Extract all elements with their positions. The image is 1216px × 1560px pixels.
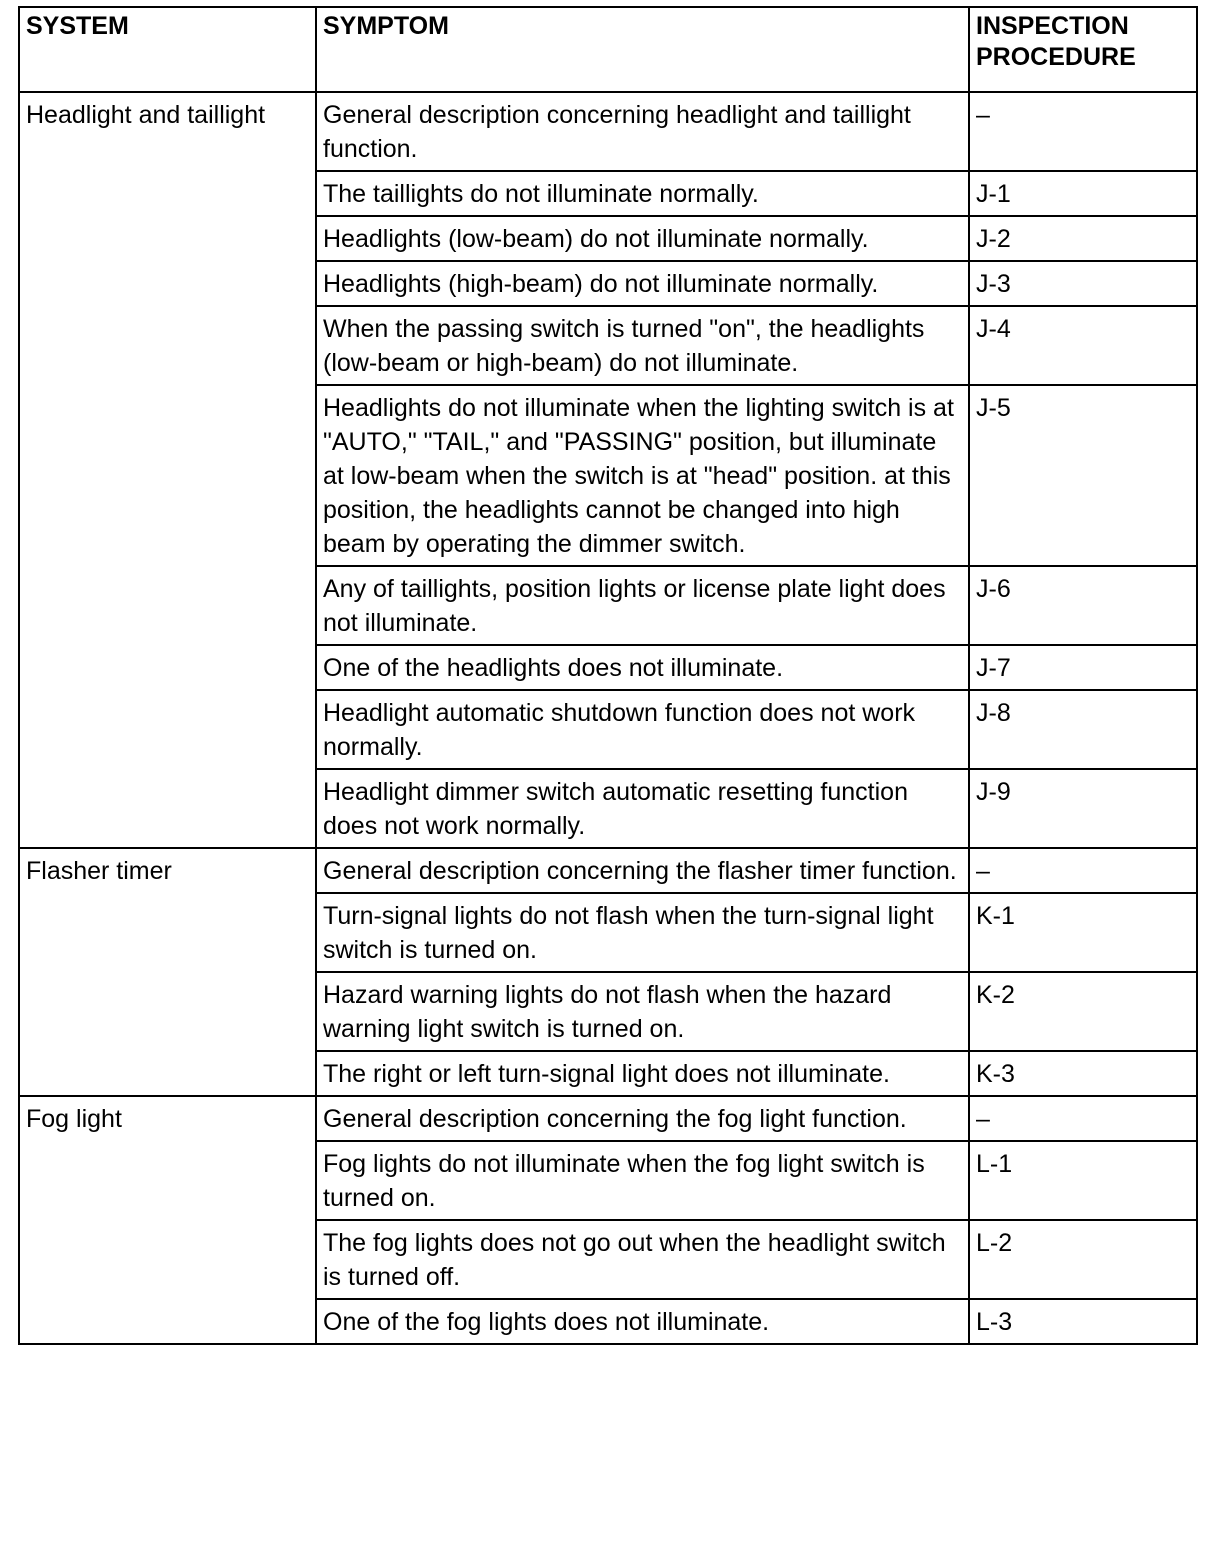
symptom-cell: The right or left turn-signal light does not illuminate. bbox=[316, 1051, 969, 1096]
symptom-cell: Any of taillights, position lights or license plate light does not illuminate. bbox=[316, 566, 969, 645]
inspection-procedure-cell: L-3 bbox=[969, 1299, 1197, 1344]
symptom-cell: Hazard warning lights do not flash when the hazard warning light switch is turned on. bbox=[316, 972, 969, 1051]
symptom-cell: Headlight automatic shutdown function does not work normally. bbox=[316, 690, 969, 769]
table-row bbox=[19, 848, 1197, 893]
inspection-procedure-cell: – bbox=[969, 848, 1197, 893]
inspection-procedure-cell: L-1 bbox=[969, 1141, 1197, 1220]
symptom-cell: The taillights do not illuminate normally. bbox=[316, 171, 969, 216]
inspection-procedure-cell: K-2 bbox=[969, 972, 1197, 1051]
symptom-cell: When the passing switch is turned "on", the headlights (low-beam or high-beam) do not illuminate. bbox=[316, 306, 969, 385]
inspection-procedure-cell: K-3 bbox=[969, 1051, 1197, 1096]
symptom-cell: Headlight dimmer switch automatic resetting function does not work normally. bbox=[316, 769, 969, 848]
system-cell: Headlight and taillight bbox=[19, 92, 316, 848]
symptom-cell: One of the fog lights does not illuminate. bbox=[316, 1299, 969, 1344]
symptom-cell: Headlights (low-beam) do not illuminate normally. bbox=[316, 216, 969, 261]
header-symptom: SYMPTOM bbox=[316, 7, 969, 92]
inspection-procedure-cell: J-6 bbox=[969, 566, 1197, 645]
header-row bbox=[19, 7, 1197, 92]
symptom-cell: Headlights do not illuminate when the lighting switch is at "AUTO," "TAIL," and "PASSING" position, but illuminate at low-beam when the switch is at "head" position. at this position, the headlights cannot be changed into high beam by operating the dimmer switch. bbox=[316, 385, 969, 566]
symptom-cell: Headlights (high-beam) do not illuminate normally. bbox=[316, 261, 969, 306]
inspection-procedure-cell: J-3 bbox=[969, 261, 1197, 306]
inspection-procedure-cell: J-1 bbox=[969, 171, 1197, 216]
symptom-cell: General description concerning headlight and taillight function. bbox=[316, 92, 969, 171]
system-cell: Flasher timer bbox=[19, 848, 316, 1096]
symptom-table bbox=[18, 6, 1198, 1345]
symptom-cell: Turn-signal lights do not flash when the turn-signal light switch is turned on. bbox=[316, 893, 969, 972]
inspection-procedure-cell: J-5 bbox=[969, 385, 1197, 566]
table-row bbox=[19, 92, 1197, 171]
inspection-procedure-cell: – bbox=[969, 92, 1197, 171]
header-inspection-procedure: INSPECTION PROCEDURE bbox=[969, 7, 1197, 92]
inspection-procedure-cell: J-7 bbox=[969, 645, 1197, 690]
header-system: SYSTEM bbox=[19, 7, 316, 92]
symptom-cell: One of the headlights does not illuminate. bbox=[316, 645, 969, 690]
table-header bbox=[19, 7, 1197, 92]
inspection-procedure-cell: K-1 bbox=[969, 893, 1197, 972]
inspection-procedure-cell: J-8 bbox=[969, 690, 1197, 769]
symptom-cell: General description concerning the fog light function. bbox=[316, 1096, 969, 1141]
system-cell: Fog light bbox=[19, 1096, 316, 1344]
table-body bbox=[19, 92, 1197, 1344]
inspection-procedure-cell: J-2 bbox=[969, 216, 1197, 261]
inspection-procedure-cell: – bbox=[969, 1096, 1197, 1141]
symptom-cell: Fog lights do not illuminate when the fog light switch is turned on. bbox=[316, 1141, 969, 1220]
inspection-procedure-cell: J-4 bbox=[969, 306, 1197, 385]
symptom-cell: General description concerning the flasher timer function. bbox=[316, 848, 969, 893]
inspection-procedure-cell: L-2 bbox=[969, 1220, 1197, 1299]
symptom-cell: The fog lights does not go out when the headlight switch is turned off. bbox=[316, 1220, 969, 1299]
inspection-procedure-cell: J-9 bbox=[969, 769, 1197, 848]
table-row bbox=[19, 1096, 1197, 1141]
